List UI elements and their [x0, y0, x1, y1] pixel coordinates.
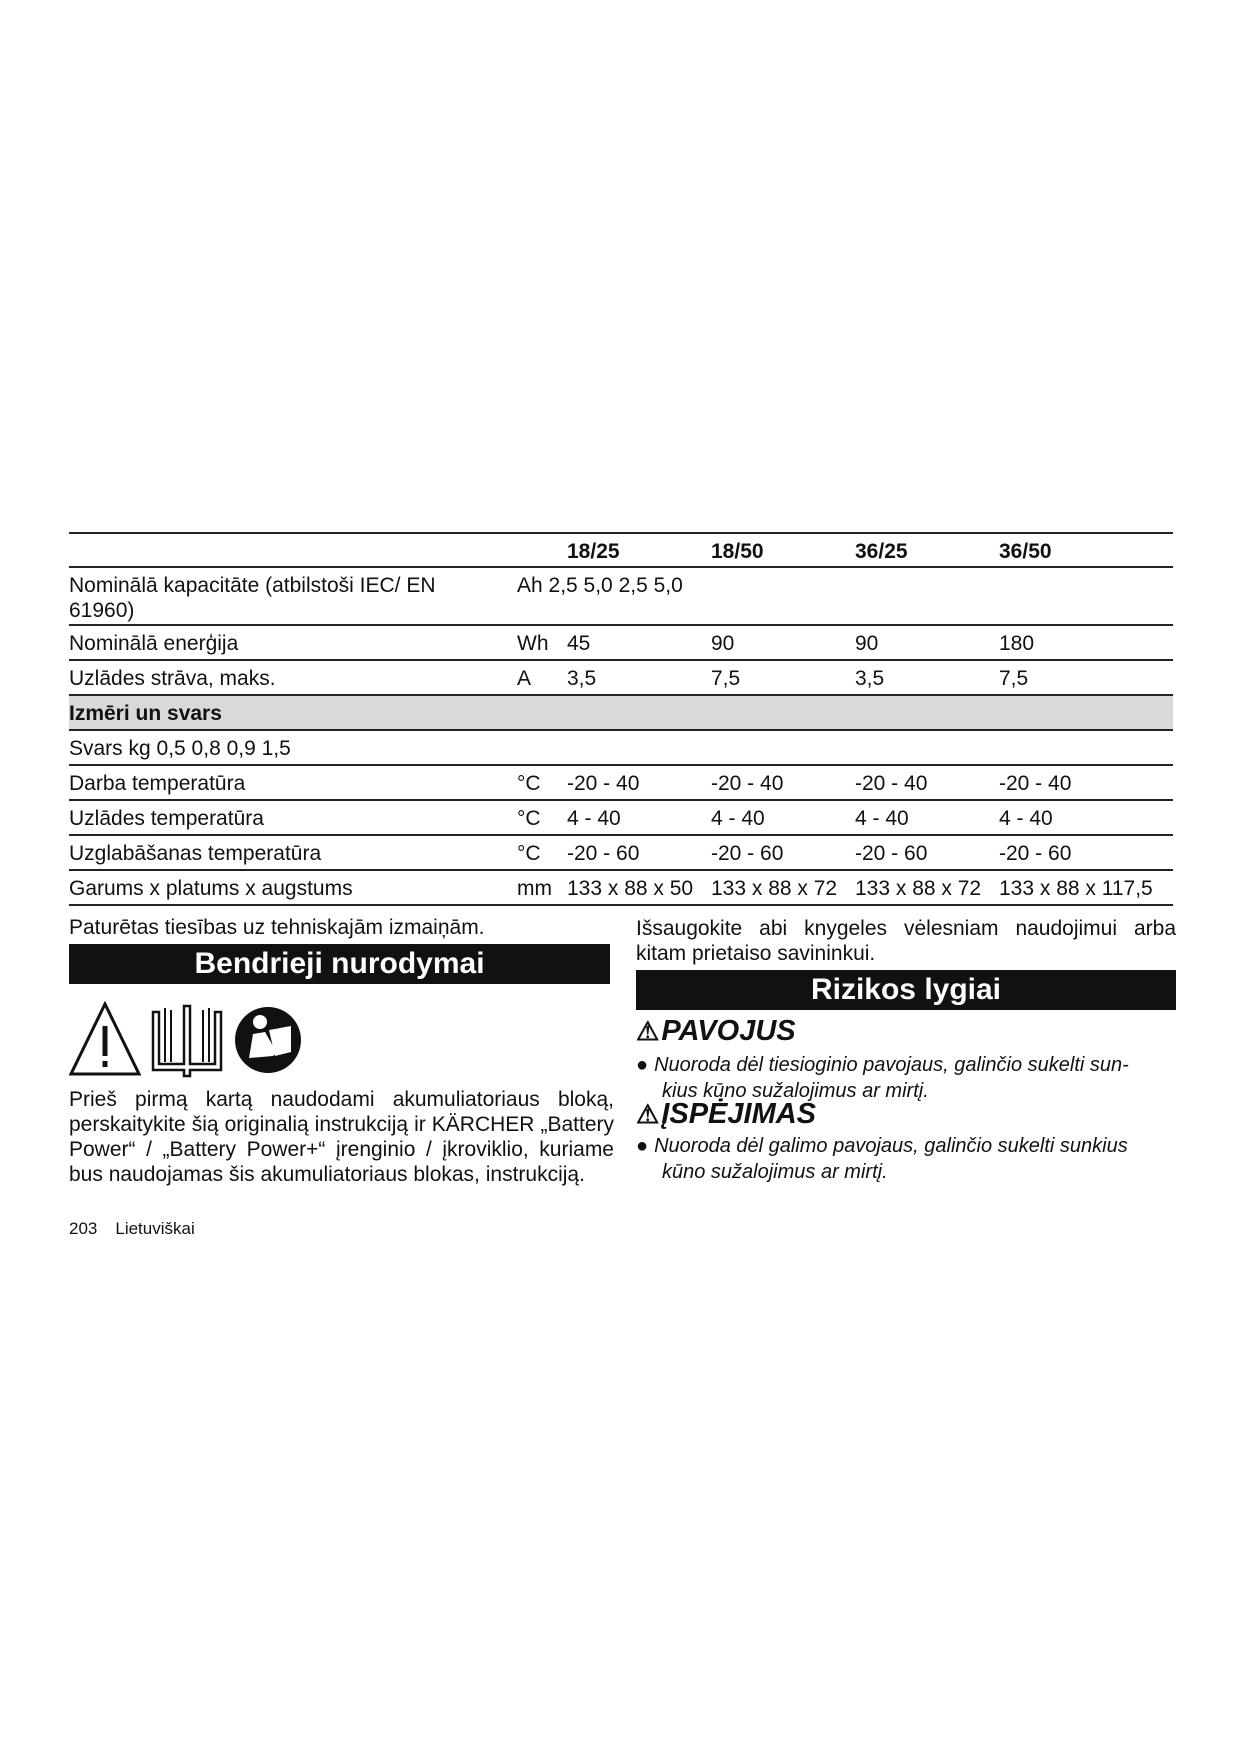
- manual-book-icon: [153, 1006, 221, 1076]
- table-section-row: [69, 696, 1173, 731]
- row-value: 133 x 88 x 117,5: [999, 877, 1153, 900]
- row-label: Garums x platums x augstums: [69, 877, 353, 900]
- row-value: 90: [711, 632, 735, 655]
- warning-title: [636, 1098, 816, 1131]
- row-value: 4 - 40: [567, 807, 621, 830]
- row-label: Izmēri un svars: [69, 702, 222, 725]
- row-value: 180: [999, 632, 1035, 655]
- row-value: -20 - 40: [711, 772, 784, 795]
- row-label: Uzlādes strāva, maks.: [69, 667, 276, 690]
- row-value: 3,5: [855, 667, 885, 690]
- read-manual-icon: [235, 1007, 301, 1073]
- column-header: 18/25: [567, 540, 620, 563]
- row-value: 7,5: [711, 667, 741, 690]
- row-label: Nominālā kapacitāte (atbilstoši IEC/ EN 61960): [69, 574, 436, 622]
- column-header: 36/50: [999, 540, 1052, 563]
- row-value: -20 - 40: [999, 772, 1072, 795]
- bullet-icon: ●: [636, 1135, 649, 1157]
- row-unit: Wh: [517, 632, 549, 655]
- danger-text-line: kius kūno sužalojimus ar mirtį.: [662, 1080, 929, 1102]
- technical-changes-note: Paturētas tiesības uz tehniskajām izmaiņām.: [69, 916, 485, 939]
- row-unit: °C: [517, 772, 541, 795]
- warning-triangle-icon: ⚠: [636, 1099, 660, 1129]
- row-value: 4 - 40: [855, 807, 909, 830]
- row-value: 4 - 40: [711, 807, 765, 830]
- footer-language: Lietuviškai: [115, 1219, 195, 1238]
- safety-icons: [69, 1000, 309, 1080]
- table-header-row: [69, 532, 1173, 568]
- row-unit: °C: [517, 807, 541, 830]
- page-footer: [69, 1219, 213, 1239]
- table-row: [69, 661, 1173, 696]
- row-unit: mm: [517, 877, 552, 900]
- row-value: 7,5: [999, 667, 1029, 690]
- row-label: Nominālā enerģija: [69, 632, 239, 655]
- warning-triangle-icon: [71, 1004, 139, 1074]
- instruction-paragraph: Prieš pirmą kartą naudodami akumuliatoriaus bloką, perskaitykite šią originalią instrukciją ir KÄRCHER „Battery Power“ / „Battery Power+“ įrenginio / įkroviklio, kuriame bus naudojamas šis akumuliatoriaus blokas, instrukciją.: [69, 1088, 614, 1186]
- table-row: [69, 568, 1173, 626]
- row-value: 90: [855, 632, 879, 655]
- table-body: [69, 568, 1173, 906]
- row-label: Darba temperatūra: [69, 772, 246, 795]
- warning-triangle-icon: ⚠: [636, 1016, 660, 1046]
- spec-table: [69, 532, 1173, 906]
- row-value: 133 x 88 x 50: [567, 877, 694, 900]
- table-row: [69, 871, 1173, 906]
- danger-description: [636, 1052, 1176, 1104]
- danger-title: [636, 1015, 796, 1048]
- column-header: 36/25: [855, 540, 908, 563]
- row-unit: °C: [517, 842, 541, 865]
- table-row: [69, 766, 1173, 801]
- row-value: 45: [567, 632, 591, 655]
- page-number: 203: [69, 1219, 98, 1238]
- row-value: -20 - 60: [711, 842, 784, 865]
- row-value: -20 - 60: [567, 842, 640, 865]
- row-unit: Ah 2,5 5,0 2,5 5,0: [517, 574, 683, 597]
- row-label: Uzglabāšanas temperatūra: [69, 842, 322, 865]
- bullet-icon: ●: [636, 1054, 649, 1076]
- row-value: -20 - 60: [999, 842, 1072, 865]
- table-row: [69, 836, 1173, 871]
- row-value: 4 - 40: [999, 807, 1053, 830]
- row-label: Svars kg 0,5 0,8 0,9 1,5: [69, 737, 291, 760]
- row-unit: A: [517, 667, 532, 690]
- table-row: [69, 801, 1173, 836]
- table-row: [69, 731, 1173, 766]
- column-header: 18/50: [711, 540, 764, 563]
- row-label: Uzlādes temperatūra: [69, 807, 264, 830]
- row-value: 3,5: [567, 667, 597, 690]
- row-value: 133 x 88 x 72: [711, 877, 838, 900]
- row-value: -20 - 40: [855, 772, 928, 795]
- warning-text-line: kūno sužalojimus ar mirtį.: [662, 1161, 888, 1183]
- danger-title-text: PAVOJUS: [661, 1015, 796, 1047]
- row-value: -20 - 60: [855, 842, 928, 865]
- warning-title-text: ĮSPĖJIMAS: [661, 1098, 817, 1130]
- keep-booklets-paragraph: Išsaugokite abi knygeles vėlesniam naudojimui arba kitam prietaiso savininkui.: [636, 917, 1176, 965]
- section-heading-general: Bendrieji nurodymai: [69, 944, 610, 984]
- section-heading-risk-levels: Rizikos lygiai: [636, 970, 1176, 1010]
- warning-text-line: Nuoroda dėl galimo pavojaus, galinčio sukelti sunkius: [654, 1135, 1128, 1157]
- table-row: [69, 626, 1173, 661]
- danger-text-line: Nuoroda dėl tiesioginio pavojaus, galinčio sukelti sun-: [654, 1054, 1129, 1076]
- warning-description: [636, 1133, 1176, 1185]
- row-value: -20 - 40: [567, 772, 640, 795]
- row-value: 133 x 88 x 72: [855, 877, 982, 900]
